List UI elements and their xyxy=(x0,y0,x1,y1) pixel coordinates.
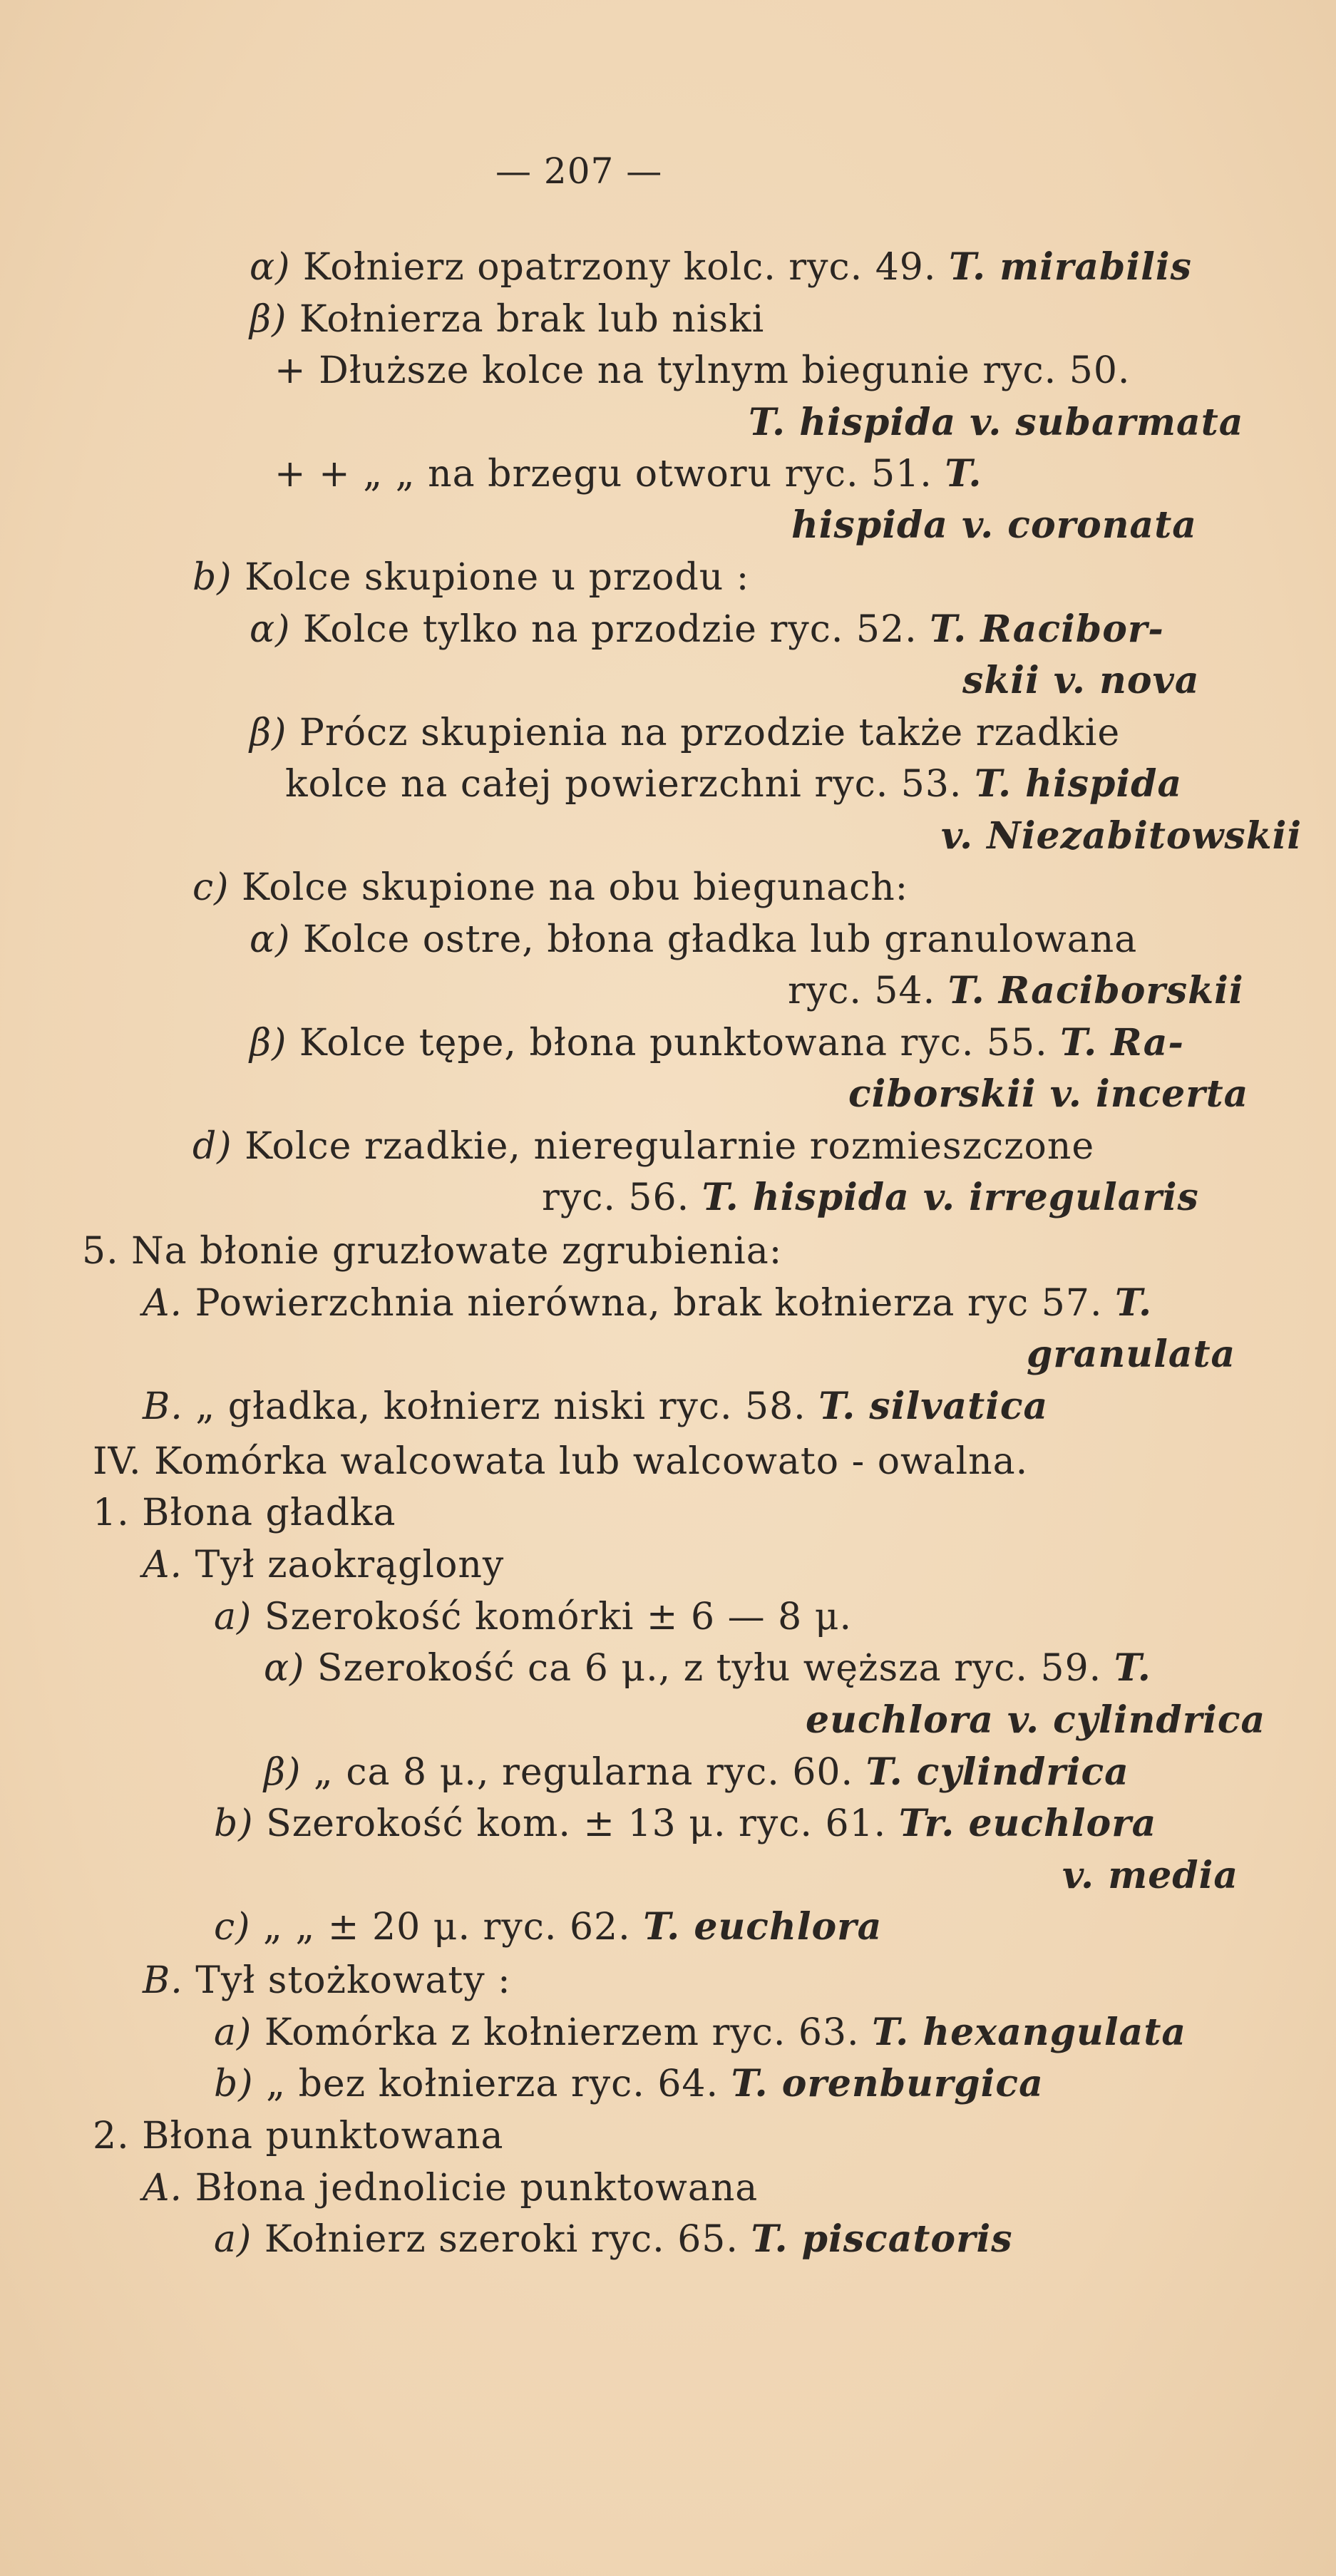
taxon-name: v. Niezabitowskii xyxy=(941,814,1302,858)
text-line xyxy=(250,246,1192,289)
page-number: — 207 — xyxy=(495,150,663,192)
item-marker: c) xyxy=(214,1906,251,1949)
item-marker: α) xyxy=(264,1647,305,1690)
taxon-name: Tr. euchlora xyxy=(898,1802,1157,1845)
text-line xyxy=(264,1647,1151,1690)
taxon-name: T. Raciborskii xyxy=(947,969,1244,1012)
text-line xyxy=(962,660,1200,702)
item-marker: α) xyxy=(250,608,291,651)
line-text: Szerokość komórki ± 6 — 8 μ. xyxy=(252,1596,853,1638)
taxon-name: T. Ra- xyxy=(1060,1021,1185,1064)
text-line xyxy=(1062,1854,1238,1897)
item-marker: β) xyxy=(250,712,287,754)
item-marker: α) xyxy=(250,246,291,289)
line-text: kolce na całej powierzchni ryc. 53. xyxy=(285,763,975,806)
text-line xyxy=(250,712,1120,754)
text-line xyxy=(93,1440,1028,1483)
taxon-name: T. xyxy=(945,452,982,496)
taxon-name: T. cylindrica xyxy=(865,1750,1129,1794)
text-line xyxy=(274,453,982,496)
line-text: Tył stożkowaty : xyxy=(183,1959,511,2002)
text-line xyxy=(250,1022,1184,1064)
taxon-name: v. media xyxy=(1062,1854,1239,1897)
line-text: + + „ „ na brzegu otworu ryc. 51. xyxy=(274,453,945,496)
line-text: Kołnierza brak lub niski xyxy=(287,298,765,341)
item-marker: d) xyxy=(192,1125,232,1168)
text-line xyxy=(848,1073,1248,1116)
line-text: Kolce tępe, błona punktowana ryc. 55. xyxy=(287,1022,1061,1064)
line-text: Kolce skupione u przodu : xyxy=(232,556,750,599)
taxon-name: euchlora v. cylindrica xyxy=(806,1698,1266,1742)
text-line xyxy=(214,1906,882,1949)
taxon-name: T. xyxy=(1114,1646,1151,1690)
item-marker: a) xyxy=(214,1596,252,1638)
text-line xyxy=(214,1596,852,1638)
item-marker: A. xyxy=(143,1282,183,1325)
line-text: Szerokość ca 6 μ., z tyłu węższa ryc. 59. xyxy=(304,1647,1114,1690)
item-marker: α) xyxy=(250,918,291,961)
taxon-name: T. hispida v. subarmata xyxy=(749,401,1244,444)
text-line xyxy=(788,970,1244,1012)
line-text: IV. Komórka walcowata lub walcowato - owalna. xyxy=(93,1440,1029,1483)
text-line xyxy=(542,1176,1199,1219)
line-text: „ bez kołnierza ryc. 64. xyxy=(253,2063,731,2105)
text-line xyxy=(192,866,908,909)
text-line xyxy=(214,2218,1013,2261)
taxon-name: T. mirabilis xyxy=(948,245,1192,289)
taxon-name: hispida v. coronata xyxy=(791,503,1197,547)
line-text: Komórka z kołnierzem ryc. 63. xyxy=(252,2011,873,2054)
taxon-name: T. hispida xyxy=(974,762,1183,806)
text-line xyxy=(1027,1333,1235,1376)
text-line xyxy=(214,2063,1044,2105)
text-line xyxy=(93,2115,504,2157)
text-line xyxy=(806,1699,1265,1742)
line-text: Tył zaokrąglony xyxy=(183,1544,505,1586)
line-text: Prócz skupienia na przodzie także rzadkie xyxy=(287,712,1121,754)
taxon-name: T. hispida v. irregularis xyxy=(702,1176,1199,1219)
item-marker: c) xyxy=(192,866,230,909)
line-text: ryc. 56. xyxy=(542,1176,702,1219)
line-text: „ ca 8 μ., regularna ryc. 60. xyxy=(301,1751,866,1794)
taxon-name: T. xyxy=(1115,1281,1153,1325)
item-marker: b) xyxy=(192,556,232,599)
taxon-name: skii v. nova xyxy=(962,659,1200,702)
text-line xyxy=(143,1959,511,2002)
text-line xyxy=(791,504,1197,547)
line-text: Szerokość kom. ± 13 μ. ryc. 61. xyxy=(253,1802,899,1845)
line-text: „ gładka, kołnierz niski ryc. 58. xyxy=(183,1385,819,1428)
text-line xyxy=(264,1751,1129,1794)
text-line xyxy=(214,1802,1156,1845)
line-text: + Dłuższe kolce na tylnym biegunie ryc. 50. xyxy=(274,349,1131,392)
item-marker: b) xyxy=(214,1802,254,1845)
text-line xyxy=(143,1282,1152,1325)
taxon-name: T. piscatoris xyxy=(751,2217,1013,2261)
text-line xyxy=(192,1125,1094,1168)
item-marker: A. xyxy=(143,1544,183,1586)
item-marker: B. xyxy=(143,1959,183,2002)
taxon-name: T. silvatica xyxy=(818,1385,1049,1428)
line-text: Błona jednolicie punktowana xyxy=(183,2167,759,2210)
item-marker: a) xyxy=(214,2218,252,2261)
line-text: Kołnierz szeroki ryc. 65. xyxy=(252,2218,751,2261)
taxon-name: granulata xyxy=(1027,1333,1236,1376)
text-line xyxy=(82,1230,782,1273)
taxon-name: ciborskii v. incerta xyxy=(848,1072,1249,1116)
item-marker: A. xyxy=(143,2167,183,2210)
item-marker: β) xyxy=(250,1022,287,1064)
taxon-name: T. euchlora xyxy=(643,1905,883,1949)
text-line xyxy=(941,815,1302,858)
text-line xyxy=(143,1544,504,1586)
line-text: 2. Błona punktowana xyxy=(93,2115,504,2157)
item-marker: B. xyxy=(143,1385,183,1428)
line-text: „ „ ± 20 μ. ryc. 62. xyxy=(250,1906,644,1949)
text-line xyxy=(93,1492,396,1534)
line-text: 5. Na błonie gruzłowate zgrubienia: xyxy=(82,1230,783,1273)
text-line xyxy=(214,2011,1186,2054)
taxon-name: T. orenburgica xyxy=(731,2062,1044,2105)
line-text: Powierzchnia nierówna, brak kołnierza ryc 57. xyxy=(183,1282,1116,1325)
item-marker: β) xyxy=(250,298,287,341)
text-line xyxy=(250,608,1164,651)
line-text: 1. Błona gładka xyxy=(93,1492,396,1534)
line-text: Kołnierz opatrzony kolc. ryc. 49. xyxy=(290,246,949,289)
text-line xyxy=(274,349,1130,392)
text-line xyxy=(143,1385,1048,1428)
item-marker: a) xyxy=(214,2011,252,2054)
text-line xyxy=(749,401,1243,444)
line-text: Kolce skupione na obu biegunach: xyxy=(229,866,909,909)
text-line xyxy=(250,918,1137,961)
text-line xyxy=(285,763,1182,806)
line-text: ryc. 54. xyxy=(788,970,948,1012)
text-line xyxy=(143,2167,758,2210)
item-marker: b) xyxy=(214,2063,254,2105)
taxon-name: T. Racibor- xyxy=(930,607,1164,651)
taxon-name: T. hexangulata xyxy=(872,2011,1187,2054)
line-text: Kolce rzadkie, nieregularnie rozmieszczone xyxy=(232,1125,1095,1168)
text-line xyxy=(250,298,764,341)
text-line xyxy=(192,556,749,599)
line-text: Kolce ostre, błona gładka lub granulowana xyxy=(290,918,1138,961)
line-text: Kolce tylko na przodzie ryc. 52. xyxy=(290,608,930,651)
item-marker: β) xyxy=(264,1751,302,1794)
